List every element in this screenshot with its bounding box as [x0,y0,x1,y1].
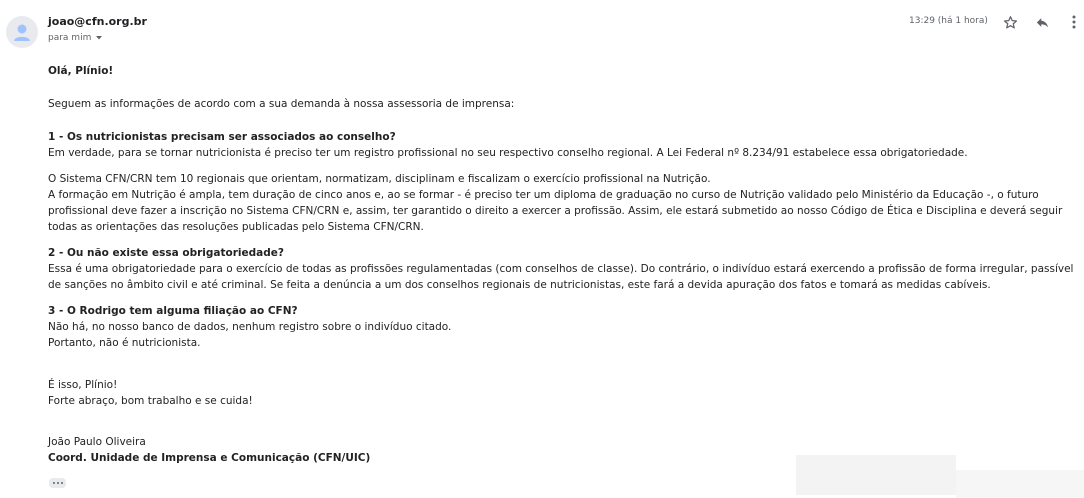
question-3: 3 - O Rodrigo tem alguma filiação ao CFN? [48,305,298,317]
sender-email[interactable]: joao@cfn.org.br [48,15,147,28]
reply-icon [1035,15,1050,30]
answer-3-line-2: Portanto, não é nutricionista. [48,337,201,349]
more-options-button[interactable] [1063,11,1084,33]
email-body [48,63,1078,466]
avatar-icon [6,16,38,48]
star-button[interactable] [999,11,1021,33]
paragraph-system: O Sistema CFN/CRN tem 10 regionais que orientam, normatizam, disciplinam e fiscalizam o exercício profissional na Nutrição. [48,173,711,185]
sender-avatar[interactable] [6,16,38,48]
blurred-region [796,455,956,495]
ellipsis-dot [61,482,63,484]
recipient-label: para mim [48,33,92,43]
more-vert-icon [1072,15,1076,29]
email-timestamp: 13:29 (há 1 hora) [909,16,988,26]
show-trimmed-content-button[interactable] [49,478,66,488]
paragraph-formation: A formação em Nutrição é ampla, tem duração de cinco anos e, ao se formar - é preciso ter um diploma de graduação no curso de Nutrição validado pelo Ministério da Educação -, o futuro profissional deve fazer a inscrição no Sistema CFN/CRN e, assim, ter garantido o direito a exercer a profissão. Assim, ele estará submetido ao nosso Código de Ética e Disciplina e deverá seguir todas as orientações das resoluções publicadas pelo Sistema CFN/CRN. [48,189,1063,233]
star-icon [1003,15,1018,30]
ellipsis-dot [53,482,55,484]
question-1: 1 - Os nutricionistas precisam ser associados ao conselho? [48,131,396,143]
closing-line-2: Forte abraço, bom trabalho e se cuida! [48,395,253,407]
question-2: 2 - Ou não existe essa obrigatoriedade? [48,247,284,259]
reply-button[interactable] [1031,11,1053,33]
recipient-details[interactable] [48,33,103,43]
closing-line-1: É isso, Plínio! [48,379,118,391]
chevron-down-icon[interactable] [95,35,103,41]
intro-text: Seguem as informações de acordo com a sua demanda à nossa assessoria de imprensa: [48,98,515,110]
answer-3-line-1: Não há, no nosso banco de dados, nenhum registro sobre o indivíduo citado. [48,321,452,333]
blurred-region [956,470,1084,498]
answer-2: Essa é uma obrigatoriedade para o exercício de todas as profissões regulamentadas (com conselhos de classe). Do contrário, o indivíduo estará exercendo a profissão de forma irregular, passível de sanções no âmbito civil e até criminal. Se feita a denúncia a um dos conselhos regionais de nutricionistas, este fará a devida apuração dos fatos e tomará as medidas cabíveis. [48,263,1074,291]
answer-1: Em verdade, para se tornar nutricionista é preciso ter um registro profissional no seu respectivo conselho regional. A Lei Federal nº 8.234/91 estabelece essa obrigatoriedade. [48,147,968,159]
ellipsis-dot [57,482,59,484]
greeting: Olá, Plínio! [48,65,114,77]
signature-title: Coord. Unidade de Imprensa e Comunicação (CFN/UIC) [48,452,371,464]
signature-name: João Paulo Oliveira [48,436,146,448]
